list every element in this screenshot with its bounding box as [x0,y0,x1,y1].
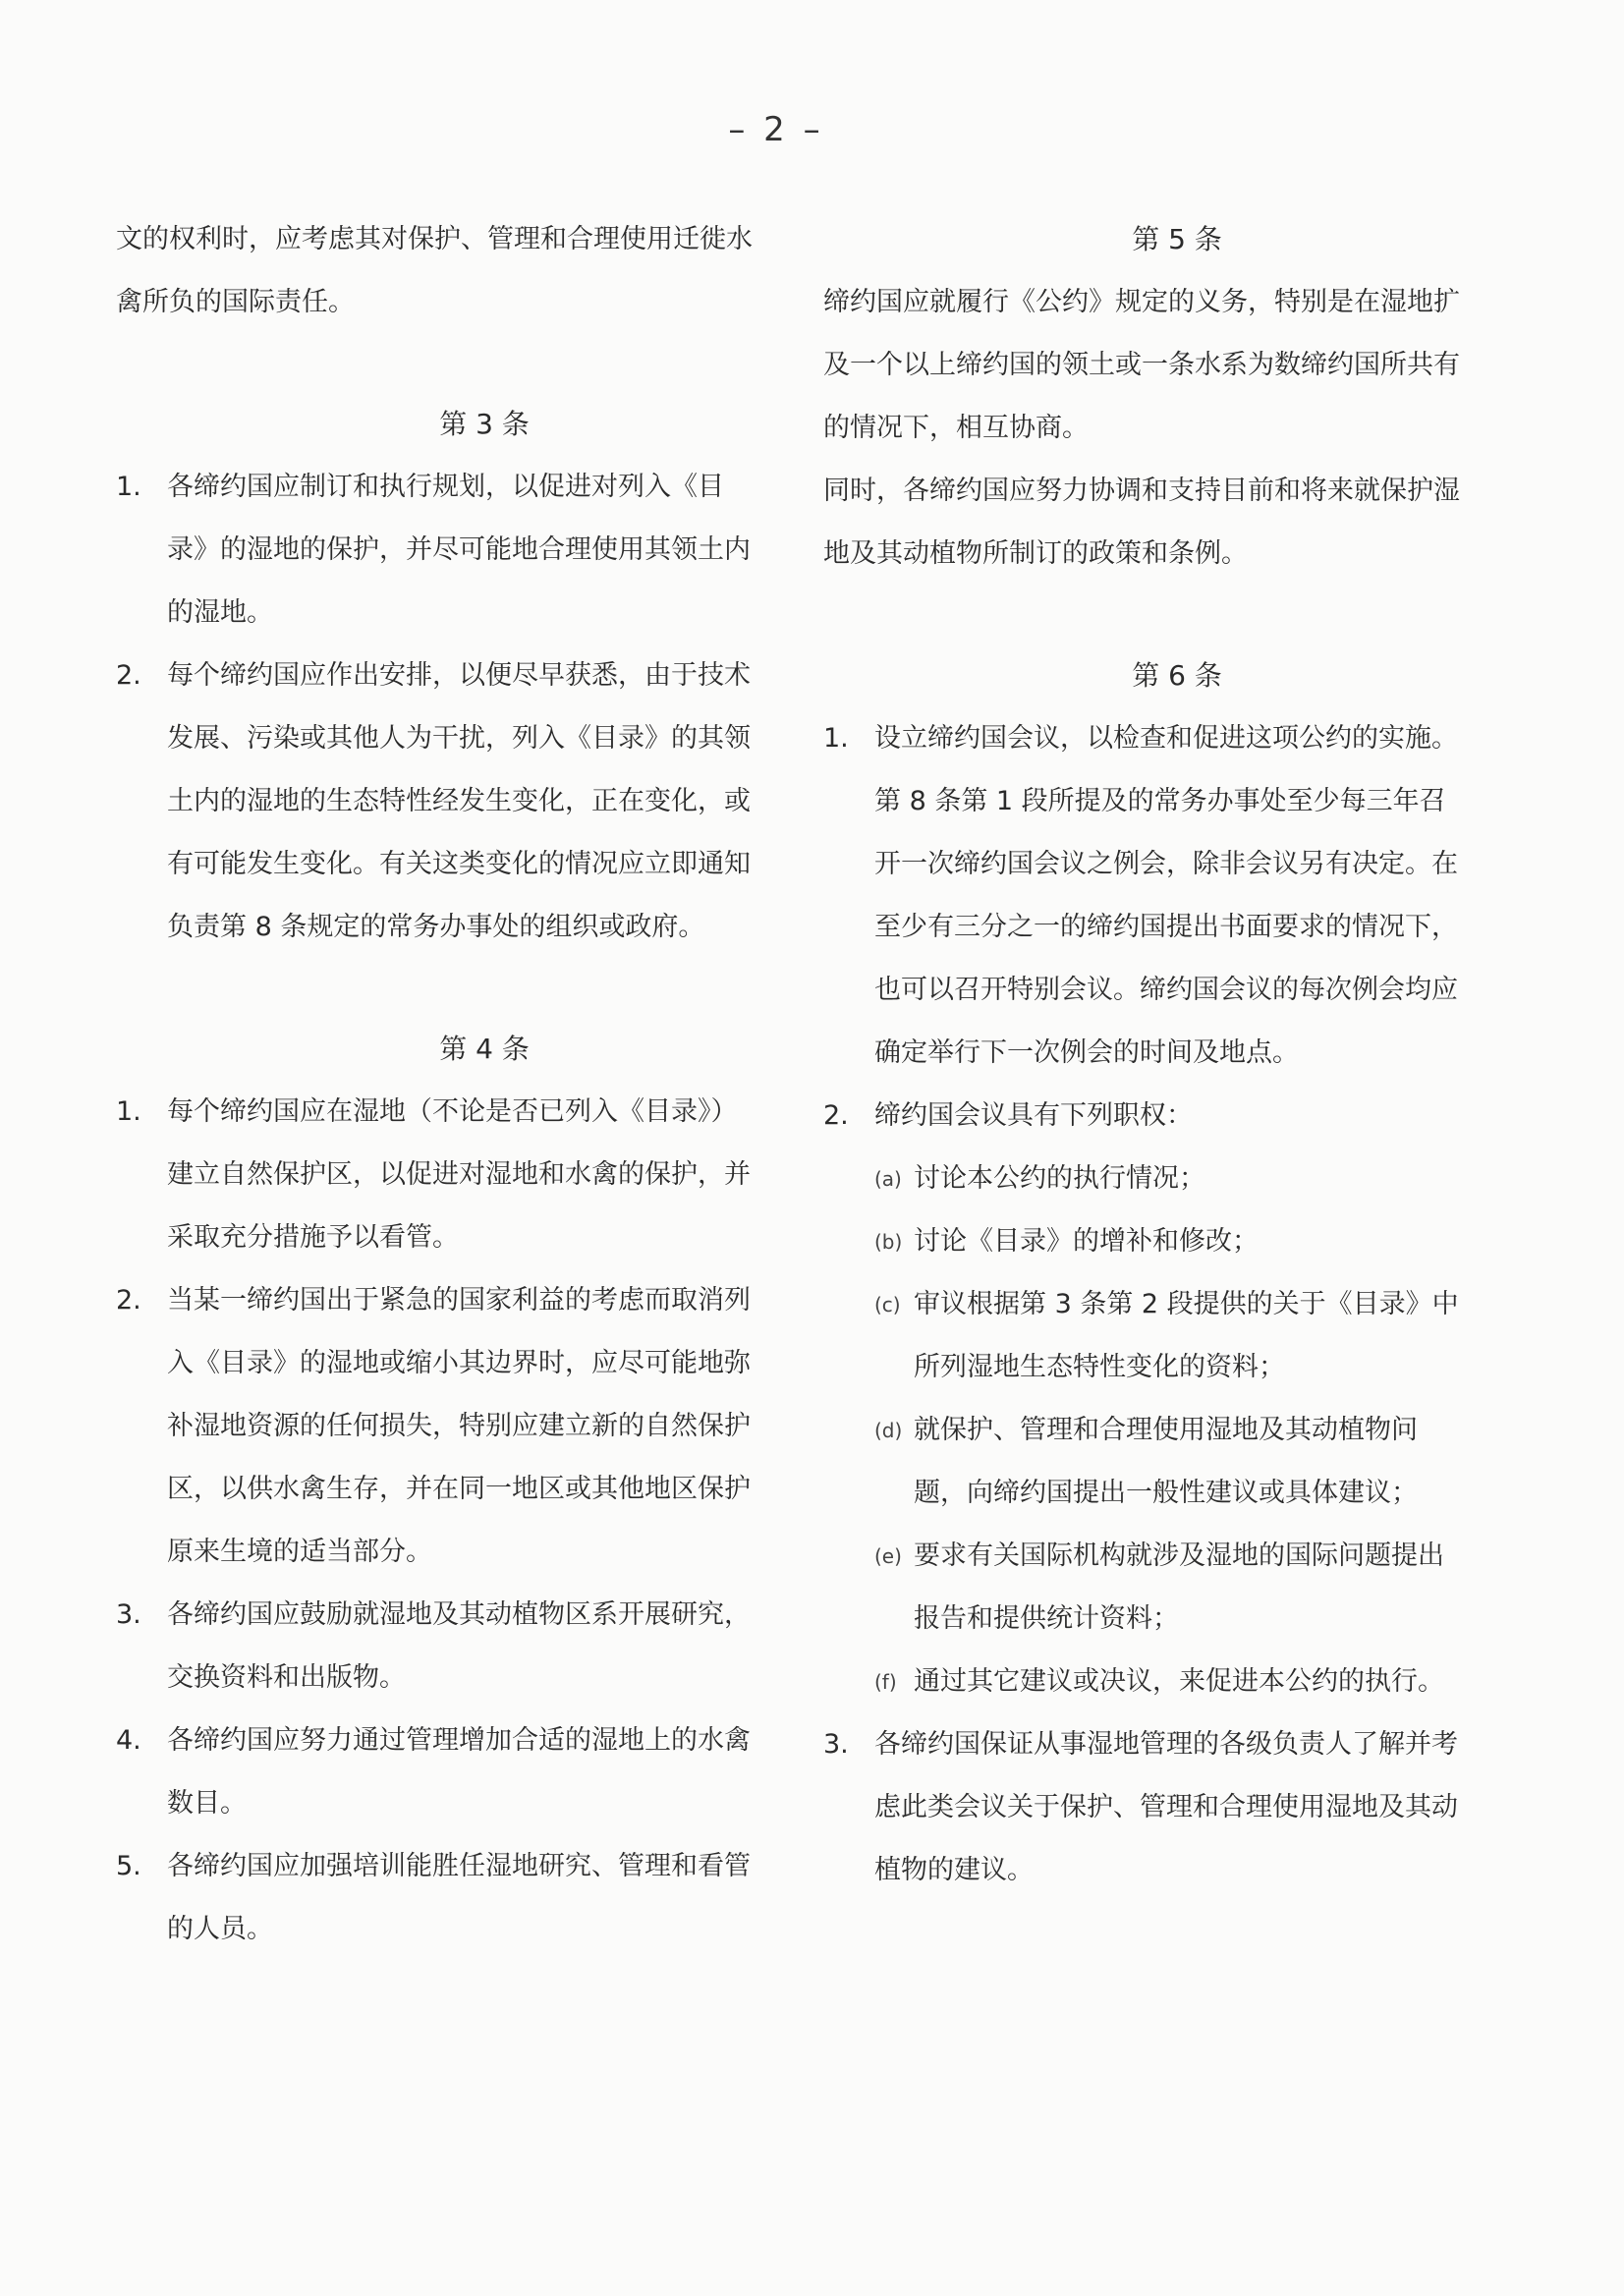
list-item [116,456,755,644]
item-number: 2. [823,1100,849,1131]
list-item [823,1713,1462,1902]
item-text: 每个缔约国应在湿地（不论是否已列入《目录》）建立自然保护区，以促进对湿地和水禽的保护，并采取充分措施予以看管。 [167,1096,751,1253]
sub-item [823,1210,1462,1273]
item-number: 1. [116,472,141,502]
item-number: 2. [116,1285,141,1316]
item-number: 1. [823,723,849,754]
article-5-paragraph-1: 缔约国应就履行《公约》规定的义务，特别是在湿地扩及一个以上缔约国的领土或一条水系为数缔约国所共有的情况下，相互协商。 [823,287,1460,443]
sub-item [823,1148,1462,1210]
item-text: 各缔约国应制订和执行规划，以促进对列入《目录》的湿地的保护，并尽可能地合理使用其领土内的湿地。 [167,472,751,628]
sub-item-label: (b) [874,1230,903,1254]
sub-item [823,1651,1462,1713]
article-4-heading: 第 4 条 [439,1033,530,1065]
sub-item [823,1525,1462,1651]
right-column [823,208,1462,1902]
list-item [116,1081,755,1269]
sub-item-label: (f) [874,1670,897,1694]
page-number: – 2 – [728,110,824,149]
item-text: 每个缔约国应作出安排，以便尽早获悉，由于技术发展、污染或其他人为干扰，列入《目录》的其领土内的湿地的生态特性经发生变化，正在变化，或有可能发生变化。有关这类变化的情况应立即通知负责第 8 条规定的常务办事处的组织或政府。 [167,660,751,942]
list-item [823,707,1462,1085]
intro-paragraph: 文的权利时，应考虑其对保护、管理和合理使用迁徙水禽所负的国际责任。 [116,224,753,317]
sub-item-label: (a) [874,1167,902,1191]
item-number: 3. [116,1599,141,1630]
article-5-heading: 第 5 条 [1132,223,1222,255]
sub-item [823,1399,1462,1525]
item-text: 各缔约国应努力通过管理增加合适的湿地上的水禽数目。 [167,1725,751,1819]
sub-item-text: 就保护、管理和合理使用湿地及其动植物问题，向缔约国提出一般性建议或具体建议； [914,1415,1418,1508]
item-text: 设立缔约国会议，以检查和促进这项公约的实施。第 8 条第 1 段所提及的常务办事处至少每三年召开一次缔约国会议之例会，除非会议另有决定。在至少有三分之一的缔约国提出书面要求的情况下，也可以召开特别会议。缔约国会议的每次例会均应确定举行下一次例会的时间及地点。 [874,723,1458,1068]
list-item [116,1709,755,1835]
item-text: 各缔约国应加强培训能胜任湿地研究、管理和看管的人员。 [167,1851,751,1944]
article-3-heading: 第 3 条 [439,408,530,440]
sub-item-label: (d) [874,1419,903,1442]
sub-item-text: 要求有关国际机构就涉及湿地的国际问题提出报告和提供统计资料； [914,1540,1444,1634]
sub-item-text: 讨论本公约的执行情况； [914,1163,1205,1194]
sub-item-label: (e) [874,1544,902,1568]
article-5-paragraph-2: 同时，各缔约国应努力协调和支持目前和将来就保护湿地及其动植物所制订的政策和条例。 [823,476,1460,569]
item-number: 5. [116,1851,141,1881]
item-number: 1. [116,1096,141,1127]
list-item [116,1835,755,1961]
item-number: 2. [116,660,141,691]
list-item [823,1085,1462,1148]
item-number: 3. [823,1729,849,1760]
item-text: 各缔约国保证从事湿地管理的各级负责人了解并考虑此类会议关于保护、管理和合理使用湿地及其动植物的建议。 [874,1729,1458,1885]
item-text: 缔约国会议具有下列职权： [874,1100,1193,1131]
list-item [116,1584,755,1709]
item-number: 4. [116,1725,141,1756]
article-6-heading: 第 6 条 [1132,659,1222,692]
list-item [116,1269,755,1584]
sub-item-text: 通过其它建议或决议，来促进本公约的执行。 [914,1666,1444,1697]
item-text: 当某一缔约国出于紧急的国家利益的考虑而取消列入《目录》的湿地或缩小其边界时，应尽可能地弥补湿地资源的任何损失，特别应建立新的自然保护区，以供水禽生存，并在同一地区或其他地区保护原来生境的适当部分。 [167,1285,751,1567]
left-column [116,208,755,1961]
list-item [116,644,755,959]
sub-item [823,1273,1462,1399]
sub-item-label: (c) [874,1293,901,1316]
sub-item-text: 讨论《目录》的增补和修改； [914,1226,1259,1257]
item-text: 各缔约国应鼓励就湿地及其动植物区系开展研究，交换资料和出版物。 [167,1599,751,1693]
sub-item-text: 审议根据第 3 条第 2 段提供的关于《目录》中所列湿地生态特性变化的资料； [914,1289,1459,1382]
